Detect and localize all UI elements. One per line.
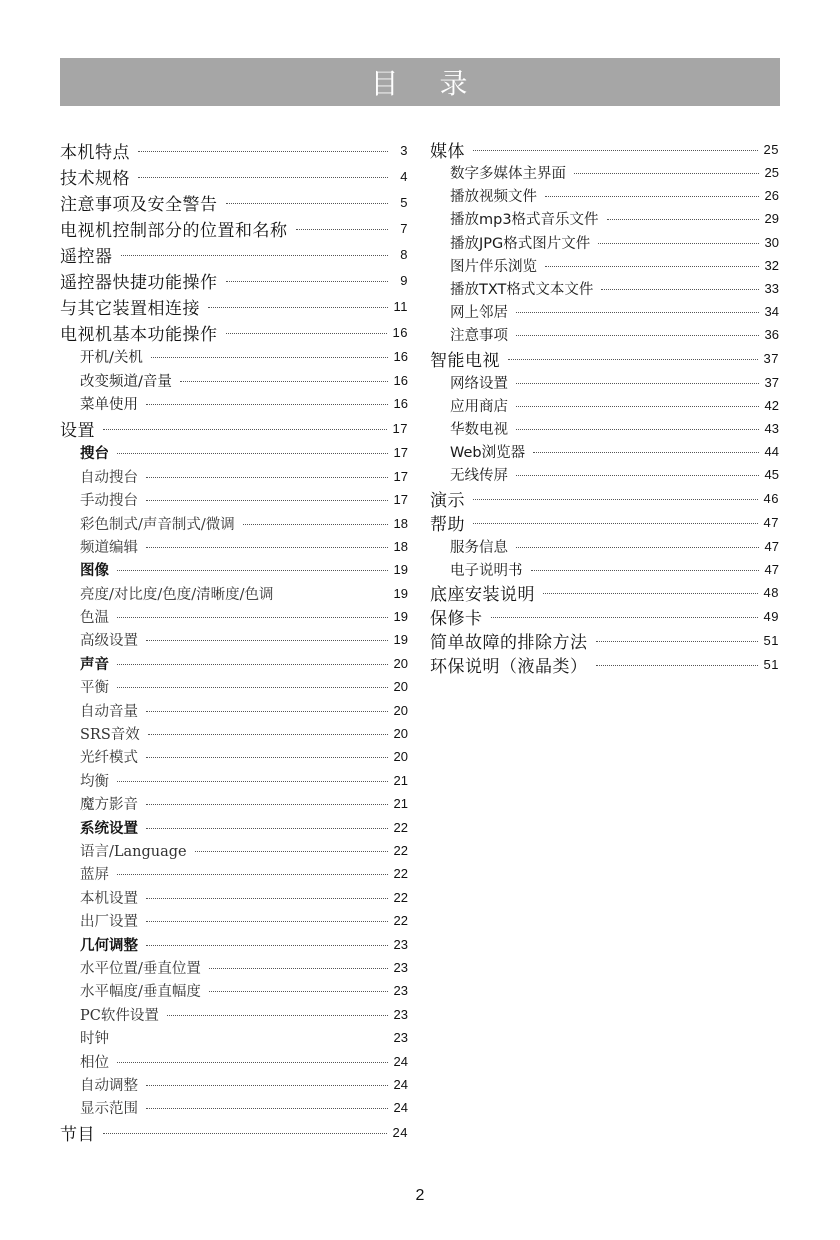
toc-section	[430, 486, 779, 510]
dot-leader	[180, 381, 388, 382]
toc-entry-title: 电视机控制部分的位置和名称	[60, 220, 288, 241]
toc-entry-page: 47	[764, 561, 779, 577]
dot-leader	[596, 641, 758, 642]
toc-entry-title: 亮度/对比度/色度/清晰度/色调	[80, 586, 274, 603]
toc-subentry	[60, 345, 408, 368]
dot-leader	[596, 665, 758, 666]
dot-leader	[146, 500, 388, 501]
dot-leader	[138, 151, 388, 152]
dot-leader	[601, 289, 758, 290]
toc-subentry	[430, 463, 779, 486]
dot-leader	[117, 1038, 388, 1039]
toc-entry-title: 节目	[60, 1125, 95, 1145]
toc-entry-page: 37	[764, 374, 779, 390]
toc-entry-title: 改变频道/音量	[80, 373, 172, 390]
dot-leader	[516, 312, 759, 313]
toc-entry-page: 32	[764, 257, 779, 273]
dot-leader	[296, 229, 389, 230]
dot-leader	[146, 711, 388, 712]
dot-leader	[545, 196, 759, 197]
toc-entry-title: 演示	[430, 490, 465, 511]
toc-entry-title: 图片伴乐浏览	[450, 258, 537, 275]
dot-leader	[209, 991, 388, 992]
toc-entry-title: 搜台	[80, 446, 109, 463]
dot-leader	[531, 570, 759, 571]
dot-leader	[138, 177, 388, 178]
toc-entry-page: 3	[400, 142, 408, 158]
dot-leader	[545, 266, 759, 267]
toc-entry-title: 服务信息	[450, 539, 508, 556]
dot-leader	[146, 945, 388, 946]
toc-entry-page: 21	[393, 796, 408, 812]
dot-leader	[146, 898, 388, 899]
toc-entry-title: 本机设置	[80, 890, 138, 907]
dot-leader	[121, 255, 389, 256]
toc-subentry	[430, 394, 779, 417]
toc-entry-page: 24	[393, 1053, 408, 1069]
dot-leader	[574, 173, 759, 174]
toc-entry-title: 应用商店	[450, 398, 508, 415]
toc-subentry	[430, 371, 779, 394]
toc-left-column	[60, 137, 408, 1146]
dot-leader	[208, 307, 388, 308]
toc-entry-title: 图像	[80, 563, 109, 580]
toc-entry-page: 36	[764, 327, 779, 343]
toc-subentry	[60, 886, 408, 909]
dot-leader	[146, 547, 388, 548]
dot-leader	[516, 383, 759, 384]
toc-entry-page: 20	[393, 749, 408, 765]
toc-entry-title: 智能电视	[430, 351, 500, 371]
toc-section	[430, 510, 779, 534]
toc-entry-title: 媒体	[430, 141, 465, 162]
toc-section	[60, 267, 408, 293]
toc-subentry	[430, 254, 779, 277]
toc-entry-title: 平衡	[80, 680, 109, 697]
toc-subentry	[430, 417, 779, 440]
toc-subentry	[60, 441, 408, 464]
dot-leader	[117, 781, 388, 782]
toc-entry-page: 34	[764, 304, 779, 320]
toc-entry-title: 简单故障的排除方法	[430, 633, 588, 654]
toc-entry-page: 18	[393, 515, 408, 531]
dot-leader	[151, 357, 388, 358]
toc-subentry	[60, 652, 408, 675]
dot-leader	[508, 359, 758, 360]
toc-entry-title: 开机/关机	[80, 350, 143, 367]
toc-entry-title: 系统设置	[80, 820, 138, 837]
toc-entry-title: 华数电视	[450, 421, 508, 438]
toc-entry-page: 24	[392, 1125, 408, 1140]
toc-entry-page: 16	[392, 324, 408, 340]
toc-entry-title: 播放JPG格式图片文件	[450, 235, 591, 252]
toc-entry-page: 48	[763, 585, 779, 601]
toc-section	[60, 293, 408, 319]
toc-entry-page: 11	[393, 298, 408, 314]
dot-leader	[167, 1015, 388, 1016]
dot-leader	[117, 687, 388, 688]
toc-entry-page: 9	[400, 272, 408, 288]
toc-entry-page: 42	[764, 397, 779, 413]
toc-entry-title: 播放mp3格式音乐文件	[450, 212, 599, 229]
toc-entry-title: 色温	[80, 610, 109, 627]
toc-entry-page: 47	[764, 538, 779, 554]
toc-subentry	[430, 184, 779, 207]
toc-section	[60, 189, 408, 215]
toc-entry-title: 帮助	[430, 514, 465, 535]
toc-entry-title: 与其它装置相连接	[60, 298, 200, 319]
dot-leader	[282, 594, 388, 595]
toc-section	[60, 415, 408, 441]
toc-subentry	[60, 698, 408, 721]
toc-subentry	[60, 1026, 408, 1049]
toc-subentry	[60, 558, 408, 581]
dot-leader	[607, 219, 759, 220]
toc-entry-page: 19	[393, 632, 408, 648]
toc-subentry	[60, 675, 408, 698]
toc-entry-title: 光纤模式	[80, 750, 138, 767]
toc-entry-title: 高级设置	[80, 633, 138, 650]
toc-entry-page: 5	[400, 194, 408, 210]
toc-entry-title: 网上邻居	[450, 305, 508, 322]
toc-entry-title: 遥控器	[60, 246, 113, 267]
toc-entry-title: 播放TXT格式文本文件	[450, 282, 594, 299]
toc-entry-page: 47	[763, 514, 779, 530]
toc-entry-page: 37	[763, 351, 779, 366]
toc-entry-title: 保修卡	[430, 609, 483, 630]
toc-section	[430, 605, 779, 629]
toc-subentry	[60, 535, 408, 558]
toc-entry-title: 菜单使用	[80, 396, 138, 413]
toc-entry-page: 4	[400, 168, 408, 184]
toc-section	[430, 653, 779, 677]
dot-leader	[516, 335, 759, 336]
toc-subentry	[60, 511, 408, 534]
toc-subentry	[60, 392, 408, 415]
toc-section	[60, 163, 408, 189]
toc-subentry	[60, 1003, 408, 1026]
toc-subentry	[60, 1073, 408, 1096]
dot-leader	[516, 429, 759, 430]
dot-leader	[473, 150, 758, 151]
dot-leader	[103, 429, 387, 430]
toc-entry-page: 23	[393, 983, 408, 999]
toc-subentry	[60, 368, 408, 391]
dot-leader	[117, 453, 388, 454]
toc-entry-title: 出厂设置	[80, 914, 138, 931]
toc-section	[60, 215, 408, 241]
dot-leader	[195, 851, 388, 852]
toc-entry-page: 23	[393, 1006, 408, 1022]
dot-leader	[516, 547, 759, 548]
toc-entry-page: 17	[393, 468, 408, 484]
toc-subentry	[430, 440, 779, 463]
toc-entry-title: 彩色制式/声音制式/微调	[80, 516, 235, 533]
toc-entry-page: 8	[400, 246, 408, 262]
toc-entry-title: 自动调整	[80, 1077, 138, 1094]
toc-entry-title: 设置	[60, 420, 95, 441]
dot-leader	[146, 640, 388, 641]
toc-entry-page: 29	[764, 211, 779, 227]
toc-entry-page: 24	[393, 1076, 408, 1092]
dot-leader	[146, 1108, 388, 1109]
toc-entry-page: 20	[393, 726, 408, 742]
dot-leader	[103, 1133, 387, 1134]
toc-subentry	[60, 862, 408, 885]
toc-entry-title: 注意事项	[450, 328, 508, 345]
toc-entry-title: PC软件设置	[80, 1007, 159, 1024]
toc-entry-page: 45	[764, 467, 779, 483]
toc-entry-page: 46	[763, 490, 779, 506]
toc-subentry	[60, 628, 408, 651]
dot-leader	[117, 874, 388, 875]
toc-entry-title: 网络设置	[450, 375, 508, 392]
toc-entry-page: 18	[393, 538, 408, 554]
toc-section	[430, 137, 779, 161]
dot-leader	[516, 475, 759, 476]
dot-leader	[148, 734, 388, 735]
toc-subentry	[430, 231, 779, 254]
toc-entry-page: 20	[393, 679, 408, 695]
toc-section	[430, 629, 779, 653]
toc-subentry	[60, 722, 408, 745]
dot-leader	[226, 281, 389, 282]
toc-entry-title: 自动音量	[80, 703, 138, 720]
toc-entry-page: 7	[400, 220, 408, 236]
toc-entry-title: 均衡	[80, 773, 109, 790]
toc-entry-page: 16	[393, 395, 408, 411]
toc-entry-page: 17	[393, 492, 408, 508]
toc-section	[430, 581, 779, 605]
toc-entry-title: Web浏览器	[450, 445, 526, 462]
toc-subentry	[60, 839, 408, 862]
toc-entry-title: 手动搜台	[80, 493, 138, 510]
toc-entry-page: 16	[393, 372, 408, 388]
toc-entry-title: 蓝屏	[80, 867, 109, 884]
toc-entry-title: 数字多媒体主界面	[450, 166, 566, 183]
toc-section	[60, 137, 408, 163]
toc-entry-title: 遥控器快捷功能操作	[60, 272, 218, 293]
toc-entry-page: 16	[393, 349, 408, 365]
dot-leader	[226, 333, 387, 334]
toc-entry-page: 24	[393, 1100, 408, 1116]
toc-section	[60, 319, 408, 345]
dot-leader	[473, 523, 758, 524]
toc-entry-page: 33	[764, 281, 779, 297]
toc-entry-page: 23	[393, 959, 408, 975]
toc-subentry	[430, 534, 779, 557]
dot-leader	[146, 757, 388, 758]
toc-subentry	[60, 815, 408, 838]
dot-leader	[146, 828, 388, 829]
dot-leader	[516, 406, 759, 407]
dot-leader	[146, 477, 388, 478]
dot-leader	[533, 452, 758, 453]
toc-entry-page: 43	[764, 420, 779, 436]
dot-leader	[598, 243, 758, 244]
toc-subentry	[60, 1049, 408, 1072]
toc-subentry	[430, 207, 779, 230]
dot-leader	[146, 1085, 388, 1086]
dot-leader	[209, 968, 388, 969]
toc-entry-title: 注意事项及安全警告	[60, 194, 218, 215]
toc-subentry	[430, 323, 779, 346]
header-bar	[60, 58, 780, 106]
toc-entry-page: 25	[763, 141, 779, 157]
toc-entry-title: 显示范围	[80, 1101, 138, 1118]
toc-entry-page: 22	[393, 889, 408, 905]
toc-entry-title: 语言/Language	[80, 844, 187, 860]
dot-leader	[243, 524, 388, 525]
toc-entry-page: 19	[393, 562, 408, 578]
toc-entry-title: 底座安装说明	[430, 585, 535, 606]
toc-entry-page: 21	[393, 772, 408, 788]
toc-entry-page: 23	[393, 1030, 408, 1046]
toc-entry-page: 51	[763, 657, 779, 673]
toc-subentry	[60, 465, 408, 488]
toc-subentry	[60, 909, 408, 932]
toc-entry-title: 技术规格	[60, 168, 130, 189]
toc-subentry	[60, 769, 408, 792]
toc-subentry	[60, 979, 408, 1002]
toc-entry-page: 19	[393, 585, 408, 601]
dot-leader	[117, 617, 388, 618]
dot-leader	[146, 921, 388, 922]
toc-entry-page: 19	[393, 609, 408, 625]
toc-entry-page: 22	[393, 843, 408, 858]
toc-section	[60, 241, 408, 267]
toc-entry-page: 22	[393, 913, 408, 929]
dot-leader	[543, 593, 758, 594]
toc-subentry	[60, 605, 408, 628]
toc-entry-title: 频道编辑	[80, 539, 138, 556]
toc-entry-page: 25	[764, 165, 779, 181]
toc-entry-page: 22	[393, 819, 408, 835]
toc-entry-page: 49	[763, 609, 779, 625]
toc-section	[60, 1120, 408, 1146]
toc-right-column	[430, 137, 779, 677]
toc-entry-title: 本机特点	[60, 142, 130, 163]
toc-entry-title: 自动搜台	[80, 469, 138, 486]
toc-entry-title: SRS音效	[80, 727, 140, 744]
toc-subentry	[430, 300, 779, 323]
toc-entry-page: 17	[393, 445, 408, 461]
toc-entry-title: 相位	[80, 1054, 109, 1071]
toc-subentry	[60, 1096, 408, 1119]
toc-section	[430, 347, 779, 371]
dot-leader	[117, 664, 388, 665]
toc-subentry	[60, 582, 408, 605]
toc-entry-title: 电子说明书	[450, 562, 523, 579]
toc-subentry	[60, 932, 408, 955]
toc-subentry	[60, 488, 408, 511]
toc-entry-page: 44	[764, 444, 779, 460]
toc-entry-title: 水平位置/垂直位置	[80, 960, 201, 977]
toc-entry-title: 声音	[80, 656, 109, 673]
toc-entry-title: 时钟	[80, 1031, 109, 1048]
toc-entry-page: 22	[393, 866, 408, 882]
toc-entry-page: 26	[764, 188, 779, 204]
dot-leader	[146, 404, 388, 405]
toc-entry-title: 几何调整	[80, 937, 138, 954]
toc-subentry	[60, 792, 408, 815]
toc-entry-title: 无线传屏	[450, 468, 508, 485]
dot-leader	[226, 203, 389, 204]
page-number: 2	[415, 1187, 425, 1204]
toc-entry-title: 电视机基本功能操作	[60, 324, 218, 345]
dot-leader	[491, 617, 758, 618]
toc-entry-page: 20	[393, 655, 408, 671]
toc-entry-page: 51	[763, 633, 779, 649]
toc-subentry	[60, 956, 408, 979]
toc-subentry	[430, 277, 779, 300]
dot-leader	[473, 499, 758, 500]
toc-entry-title: 环保说明（液晶类）	[430, 657, 588, 678]
dot-leader	[117, 1062, 388, 1063]
page-title: 目 录	[370, 67, 470, 100]
toc-entry-page: 23	[393, 936, 408, 952]
toc-entry-page: 30	[764, 234, 779, 250]
dot-leader	[117, 570, 388, 571]
toc-entry-title: 水平幅度/垂直幅度	[80, 984, 201, 1001]
toc-entry-page: 20	[393, 702, 408, 718]
toc-entry-title: 播放视频文件	[450, 189, 537, 206]
toc-entry-title: 魔方影音	[80, 797, 138, 814]
toc-subentry	[60, 745, 408, 768]
toc-entry-page: 17	[392, 420, 408, 436]
toc-subentry	[430, 161, 779, 184]
toc-subentry	[430, 558, 779, 581]
dot-leader	[146, 804, 388, 805]
